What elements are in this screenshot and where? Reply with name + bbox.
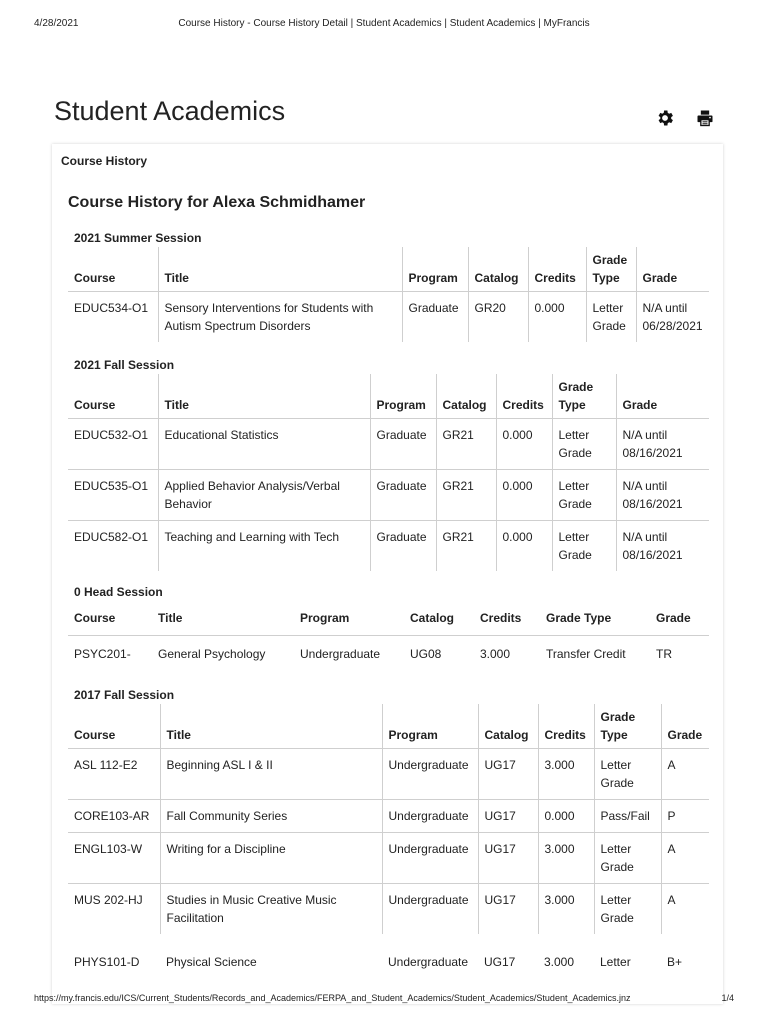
cell-title: Teaching and Learning with Tech	[158, 521, 370, 572]
column-header-credits: Credits	[528, 247, 586, 292]
cell-catalog: UG17	[478, 749, 538, 800]
cell-program: Undergraduate	[382, 749, 478, 800]
column-header-grade: Grade	[661, 704, 709, 749]
cell-grade-type: Letter Grade	[552, 470, 616, 521]
cell-grade-type: Letter Grade	[594, 749, 661, 800]
printer-icon[interactable]	[695, 108, 715, 128]
cell-program: Graduate	[402, 292, 468, 343]
cell-title: Beginning ASL I & II	[160, 749, 382, 800]
cell-program: Graduate	[370, 470, 436, 521]
column-header-course: Course	[68, 374, 158, 419]
cell-credits: 3.000	[538, 884, 594, 935]
cell-grade-type: Letter Grade	[552, 419, 616, 470]
cell-grade-type: Transfer Credit	[546, 647, 626, 661]
cell-title: Studies in Music Creative Music Facilitation	[160, 884, 382, 935]
cell-grade: P	[661, 800, 709, 833]
cell-title: Fall Community Series	[160, 800, 382, 833]
cell-catalog: UG17	[478, 800, 538, 833]
column-header-credits: Credits	[474, 601, 540, 636]
cell-title: Educational Statistics	[158, 419, 370, 470]
cell-course: EDUC582-O1	[68, 521, 158, 572]
cell-program: Undergraduate	[382, 884, 478, 935]
cell-grade-type: Letter Grade	[586, 292, 636, 343]
course-table	[68, 374, 709, 571]
table-row	[68, 800, 709, 833]
cell-grade-type: Pass/Fail	[594, 800, 661, 833]
table-header-row	[68, 601, 709, 636]
cell-program: Graduate	[370, 521, 436, 572]
cell-program: Undergraduate	[382, 833, 478, 884]
cell-course: PHYS101-D	[74, 955, 140, 969]
cell-credits: 0.000	[496, 419, 552, 470]
table-header-row	[68, 374, 709, 419]
session-title: 2017 Fall Session	[74, 688, 175, 702]
column-header-grade-type: Grade Type	[594, 704, 661, 749]
cell-credits: 0.000	[528, 292, 586, 343]
cell-catalog: GR20	[468, 292, 528, 343]
column-header-catalog: Catalog	[478, 704, 538, 749]
cell-catalog: GR21	[436, 419, 496, 470]
session-title: 2021 Fall Session	[74, 358, 175, 372]
cell-course: EDUC532-O1	[68, 419, 158, 470]
cell-program: Undergraduate	[300, 647, 381, 661]
course-table	[68, 704, 709, 934]
column-header-program: Program	[402, 247, 468, 292]
course-table	[68, 247, 709, 342]
cell-course: PSYC201-	[74, 647, 131, 661]
table-header-row	[68, 247, 709, 292]
column-header-title: Title	[158, 247, 402, 292]
column-header-grade-type: Grade Type	[540, 601, 650, 636]
column-header-grade: Grade	[636, 247, 709, 292]
column-header-grade: Grade	[616, 374, 709, 419]
column-header-title: Title	[160, 704, 382, 749]
column-header-catalog: Catalog	[468, 247, 528, 292]
column-header-catalog: Catalog	[404, 601, 474, 636]
cell-grade-type: Letter Grade	[594, 833, 661, 884]
cell-grade: A	[661, 833, 709, 884]
table-row	[68, 521, 709, 572]
cell-catalog: UG17	[484, 955, 516, 969]
cell-grade: A	[667, 893, 676, 907]
cell-credits: 3.000	[544, 955, 575, 969]
cell-catalog: GR21	[436, 470, 496, 521]
column-header-grade-type: Grade Type	[586, 247, 636, 292]
cell-course: EDUC534-O1	[68, 292, 158, 343]
page-number: 1/4	[721, 993, 734, 1003]
column-header-title: Title	[152, 601, 294, 636]
column-header-course: Course	[68, 704, 160, 749]
course-table	[68, 601, 709, 672]
table-row	[68, 749, 709, 800]
print-url: https://my.francis.edu/ICS/Current_Students/Records_and_Academics/FERPA_and_Student_Academics/Student_Academics/Student_Academics.jnz	[34, 993, 631, 1003]
cell-credits: 0.000	[496, 521, 552, 572]
cell-grade-type: Letter Grade	[594, 884, 661, 935]
table-header-row	[68, 704, 709, 749]
session-title: 2021 Summer Session	[74, 231, 202, 245]
cell-catalog: UG08	[410, 647, 442, 661]
card-header: Course History	[61, 154, 148, 168]
cell-course: MUS 202-HJ	[68, 884, 160, 935]
cell-title: General Psychology	[158, 647, 266, 661]
gear-icon[interactable]	[655, 108, 675, 128]
cell-grade: TR	[656, 647, 672, 661]
course-history-card	[52, 144, 723, 1004]
cell-credits: 0.000	[496, 470, 552, 521]
table-row	[68, 470, 709, 521]
table-row	[68, 884, 709, 935]
session-title: 0 Head Session	[74, 585, 163, 599]
cell-course: ASL 112-E2	[68, 749, 160, 800]
table-row	[68, 292, 709, 343]
cell-grade: A	[661, 749, 709, 800]
cell-course: ENGL103-W	[68, 833, 160, 884]
course-history-heading: Course History for Alexa Schmidhamer	[68, 194, 366, 211]
cell-grade: N/A until 08/16/2021	[616, 470, 709, 521]
column-header-program: Program	[382, 704, 478, 749]
column-header-course: Course	[68, 601, 152, 636]
column-header-credits: Credits	[496, 374, 552, 419]
column-header-grade-type: Grade Type	[552, 374, 616, 419]
cell-course: CORE103-AR	[68, 800, 160, 833]
cell-grade-type: Letter	[600, 955, 631, 969]
cell-title: Physical Science	[166, 955, 257, 969]
cell-catalog: UG17	[478, 833, 538, 884]
cell-grade-type: Letter Grade	[552, 521, 616, 572]
table-row	[68, 419, 709, 470]
cell-grade: N/A until 08/16/2021	[622, 530, 683, 562]
cell-grade: B+	[667, 955, 683, 969]
cell-credits: 3.000	[538, 833, 594, 884]
cell-credits: 0.000	[538, 800, 594, 833]
cell-credits: 3.000	[538, 749, 594, 800]
column-header-program: Program	[294, 601, 404, 636]
cell-course: EDUC535-O1	[68, 470, 158, 521]
column-header-program: Program	[370, 374, 436, 419]
cell-title: Writing for a Discipline	[160, 833, 382, 884]
column-header-grade: Grade	[650, 601, 709, 636]
cell-title: Sensory Interventions for Students with Autism Spectrum Disorders	[158, 292, 402, 343]
cell-title: Applied Behavior Analysis/Verbal Behavior	[158, 470, 370, 521]
column-header-catalog: Catalog	[436, 374, 496, 419]
cell-grade: N/A until 08/16/2021	[616, 419, 709, 470]
page-title: Student Academics	[54, 96, 286, 126]
print-date: 4/28/2021	[34, 18, 79, 29]
print-footer	[34, 993, 734, 1007]
print-header	[34, 18, 734, 32]
cell-program: Undergraduate	[388, 955, 469, 969]
cell-catalog: UG17	[478, 884, 538, 935]
cell-credits: 3.000	[480, 647, 511, 661]
print-document-title: Course History - Course History Detail | Student Academics | Student Academics | MyFrancis	[178, 18, 590, 29]
cell-catalog: GR21	[436, 521, 496, 572]
column-header-credits: Credits	[538, 704, 594, 749]
cell-grade: N/A until 06/28/2021	[642, 301, 703, 333]
column-header-course: Course	[68, 247, 158, 292]
table-row	[68, 833, 709, 884]
cell-program: Graduate	[370, 419, 436, 470]
cell-program: Undergraduate	[382, 800, 478, 833]
column-header-title: Title	[158, 374, 370, 419]
table-row	[68, 636, 709, 673]
page-break-overlap-row	[68, 954, 709, 984]
